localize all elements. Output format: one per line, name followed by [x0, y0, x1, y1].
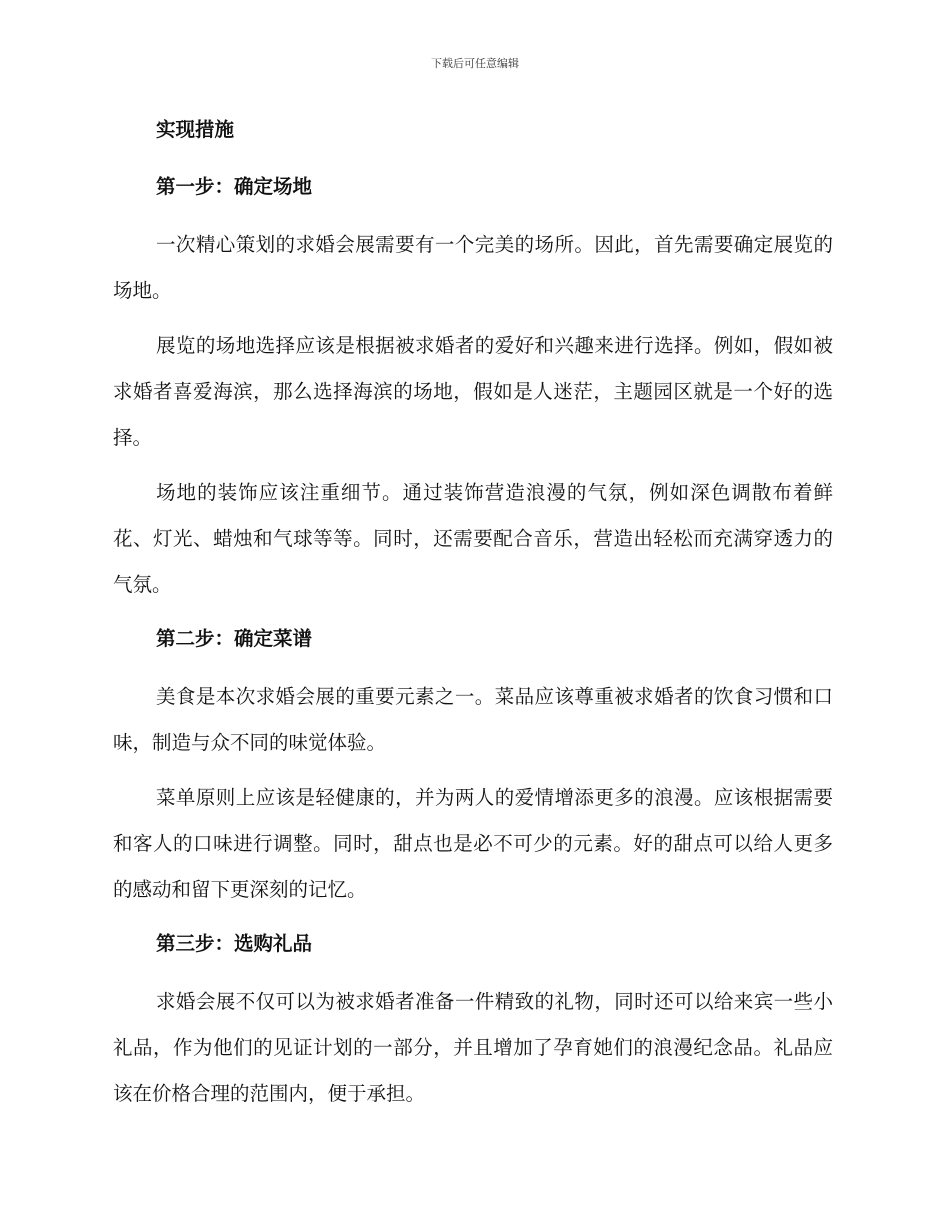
step2-paragraph: 美食是本次求婚会展的重要元素之一。菜品应该尊重被求婚者的饮食习惯和口味，制造与众不同的味觉体验。 [113, 685, 833, 754]
step1-paragraph: 一次精心策划的求婚会展需要有一个完美的场所。因此，首先需要确定展览的场地。 [113, 233, 833, 302]
step3-paragraph: 求婚会展不仅可以为被求婚者准备一件精致的礼物，同时还可以给来宾一些小礼品，作为他们的见证计划的一部分，并且增加了孕育她们的浪漫纪念品。礼品应该在价格合理的范围内，便于承担。 [113, 990, 833, 1105]
step1-paragraph: 展览的场地选择应该是根据被求婚者的爱好和兴趣来进行选择。例如，假如被求婚者喜爱海滨，那么选择海滨的场地，假如是人迷茫，主题园区就是一个好的选择。 [113, 334, 833, 449]
step2-title: 第二步：确定菜谱 [156, 627, 313, 650]
document-body [113, 108, 833, 1126]
step3-title: 第三步：选购礼品 [156, 932, 313, 955]
step1-title: 第一步：确定场地 [156, 175, 313, 198]
section-title: 实现措施 [156, 118, 235, 141]
header-note: 下载后可任意编辑 [431, 57, 519, 70]
step1-paragraph: 场地的装饰应该注重细节。通过装饰营造浪漫的气氛，例如深色调散布着鲜花、灯光、蜡烛和气球等等。同时，还需要配合音乐，营造出轻松而充满穿透力的气氛。 [113, 481, 833, 596]
step2-paragraph: 菜单原则上应该是轻健康的，并为两人的爱情增添更多的浪漫。应该根据需要和客人的口味进行调整。同时，甜点也是必不可少的元素。好的甜点可以给人更多的感动和留下更深刻的记忆。 [113, 786, 833, 901]
